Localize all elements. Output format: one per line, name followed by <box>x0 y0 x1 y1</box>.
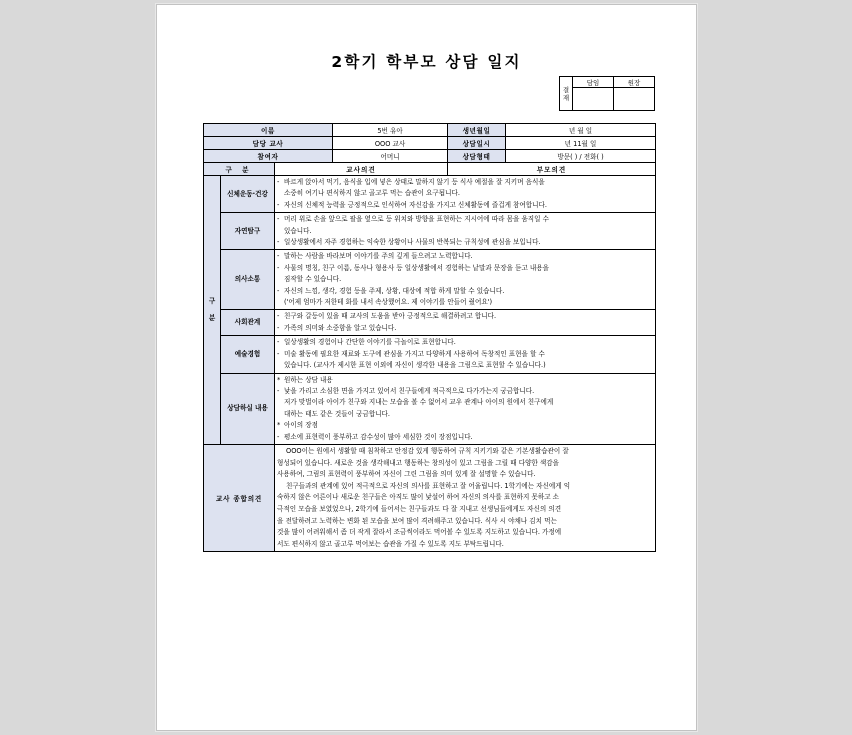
area-line <box>277 360 653 371</box>
table-row-area-communication <box>204 250 656 310</box>
area-content-consult-request <box>275 373 656 444</box>
table-row-area-art <box>204 336 656 373</box>
bullet-icon: - <box>277 432 280 441</box>
area-line <box>277 263 653 274</box>
area-label-consult-request: 상담하실 내용 <box>221 373 275 444</box>
table-row-area-consult-request <box>204 373 656 444</box>
area-line <box>277 237 653 248</box>
area-label-physical: 신체운동·건강 <box>221 176 275 213</box>
summary-label: 교사 종합의견 <box>204 444 275 551</box>
area-line-text: 있습니다. <box>284 226 312 235</box>
table-row-info-name <box>204 124 656 137</box>
page-title: 2학기 학부모 상담 일지 <box>331 53 522 71</box>
summary-line: 숙하지 않은 어른이나 새로운 친구들은 아직도 많이 낯설어 하여 자신의 의사를 표현하지 못하고 소 <box>277 493 560 502</box>
summary-line: 친구들과의 관계에 있어 적극적으로 자신의 의사를 표현하고 잘 어울립니다. 1학기에는 자신에게 익 <box>286 481 571 490</box>
bullet-icon: - <box>277 386 280 395</box>
area-line-text: 가족의 의미와 소중함을 알고 있습니다. <box>284 323 397 332</box>
area-label-art: 예술경험 <box>221 336 275 373</box>
bullet-icon: - <box>277 178 280 186</box>
summary-line: OOO이는 원에서 생활할 때 침착하고 안정감 있게 행동하여 규칙 지키기와 같은 기본생활습관이 잘 <box>286 446 569 455</box>
summary-line: 서도 편식하지 않고 골고루 먹어보는 습관을 가질 수 있도록 지도 부탁드립니다. <box>277 539 504 548</box>
area-line-text: 짐작할 수 있습니다. <box>284 275 342 284</box>
bullet-icon: - <box>277 323 280 332</box>
area-line-text: 머리 위로 손을 앞으로 팔을 옆으로 등 위치와 방향을 표현하는 지시어에 따라 몸을 움직일 수 <box>284 215 550 224</box>
label-consult-date: 상담일시 <box>448 137 506 150</box>
area-line-text: 평소에 표현력이 풍부하고 감수성이 많아 세심한 것이 장점입니다. <box>284 432 473 441</box>
area-line <box>277 214 653 225</box>
area-line <box>277 337 653 348</box>
label-teacher: 담당 교사 <box>204 137 333 150</box>
area-content-art <box>275 336 656 373</box>
area-line-text: ('어제 엄마가 저한테 화를 내서 속상했어요. 제 이야기를 안들어 줬어요') <box>284 298 493 307</box>
area-line <box>277 200 653 211</box>
area-line <box>277 188 653 199</box>
table-row-column-headers <box>204 163 656 176</box>
area-line <box>277 286 653 297</box>
area-line <box>277 297 653 308</box>
area-line-text: 일상생활에서 자주 경험하는 익숙한 상황이나 사물의 반복되는 규칙성에 관심을 보입니다. <box>284 238 541 247</box>
area-line-text: 바르게 앉아서 먹기, 음식을 입에 넣은 상태로 말하지 않기 등 식사 예절을 잘 지키며 음식을 <box>284 178 545 186</box>
approval-label <box>560 77 573 111</box>
bullet-icon: - <box>277 215 280 224</box>
area-line-text: 일상생활의 경험이나 간단한 이야기를 극놀이로 표현합니다. <box>284 338 456 347</box>
area-line <box>277 251 653 262</box>
label-consult-type: 상담형태 <box>448 150 506 163</box>
value-teacher[interactable]: OOO 교사 <box>333 137 448 150</box>
bullet-icon: - <box>277 286 280 295</box>
area-line <box>277 386 653 397</box>
bullet-icon: - <box>277 338 280 347</box>
header-gubun: 구 분 <box>204 163 275 176</box>
area-line <box>277 323 653 334</box>
bullet-icon: - <box>277 349 280 358</box>
summary-line: 것을 많이 어려워해서 좀 더 작게 잘라서 조금씩이라도 먹어볼 수 있도록 지도하고 있습니다. 가정에 <box>277 528 562 537</box>
area-line-text: 낯을 가리고 소심한 면을 가지고 있어서 친구들에게 적극적으로 다가가는지 궁금합니다. <box>284 386 535 395</box>
approval-header-homeroom: 담임 <box>573 77 614 88</box>
header-parent-opinion: 부모의견 <box>448 163 656 176</box>
header-teacher-opinion: 교사의견 <box>275 163 448 176</box>
area-line <box>277 226 653 237</box>
area-line <box>277 432 653 443</box>
area-line <box>277 177 653 188</box>
area-line-text: 자신의 신체적 능력을 긍정적으로 인식하여 자신감을 가지고 신체활동에 즐겁게 참여합니다. <box>284 200 548 209</box>
area-line-text: 원하는 상담 내용 <box>284 375 333 384</box>
consultation-table <box>203 123 656 552</box>
bullet-icon: * <box>277 421 281 430</box>
label-participant: 참여자 <box>204 150 333 163</box>
table-row-area-physical <box>204 176 656 213</box>
side-label-char-2: 분 <box>208 313 216 322</box>
label-birthdate: 생년월일 <box>448 124 506 137</box>
area-line-text: 자신의 느낌, 생각, 경험 등을 주제, 상황, 대상에 적합 하게 말할 수 있습니다. <box>284 286 505 295</box>
area-line <box>277 375 653 386</box>
area-label-communication: 의사소통 <box>221 250 275 310</box>
area-line-text: 말하는 사람을 바라보며 이야기를 주의 깊게 들으려고 노력합니다. <box>284 252 473 261</box>
area-content-nature <box>275 213 656 250</box>
area-line <box>277 274 653 285</box>
area-line <box>277 409 653 420</box>
area-content-social <box>275 310 656 336</box>
bullet-icon: - <box>277 238 280 247</box>
area-line-text: 소중히 여기나 편식하지 않고 골고루 먹는 습관이 요구됩니다. <box>284 189 461 198</box>
area-line <box>277 420 653 431</box>
summary-line: 을 전달하려고 노력하는 변화 된 모습을 보여 많이 격려해주고 있습니다. 식사 시 야채나 김치 먹는 <box>277 516 557 525</box>
area-line <box>277 397 653 408</box>
table-row-info-teacher <box>204 137 656 150</box>
area-content-physical <box>275 176 656 213</box>
area-line <box>277 311 653 322</box>
approval-signature-homeroom[interactable] <box>573 88 614 111</box>
bullet-icon: - <box>277 312 280 321</box>
label-child-name: 이름 <box>204 124 333 137</box>
summary-line: 극적인 모습을 보였었으나, 2학기에 들어서는 친구들과도 다 잘 지내고 선생님들에게도 자신의 의견 <box>277 504 562 513</box>
area-line-text: 있습니다. (교사가 제시한 표현 이외에 자신이 생각한 내용을 그림으로 표현할 수 있습니다.) <box>284 361 546 370</box>
approval-label-char-1: 결 <box>562 85 570 94</box>
approval-label-char-2: 재 <box>562 93 570 102</box>
table-row-area-social <box>204 310 656 336</box>
area-line-text: 사물의 명칭, 친구 이름, 동사나 형용사 등 일상생활에서 경험하는 낱말과 문장을 듣고 내용을 <box>284 263 550 272</box>
summary-content <box>275 444 656 551</box>
area-line-text: 대하는 태도 같은 것들이 궁금합니다. <box>284 409 391 418</box>
bullet-icon: * <box>277 375 281 384</box>
value-participant[interactable]: 어머니 <box>333 150 448 163</box>
value-child-name[interactable]: 5번 유아 <box>333 124 448 137</box>
document-page <box>156 4 697 731</box>
approval-header-director: 원장 <box>614 77 655 88</box>
value-consult-date[interactable]: 년 11월 일 <box>506 137 656 150</box>
area-line-text: 친구와 갈등이 있을 때 교사의 도움을 받아 긍정적으로 해결하려고 합니다. <box>284 312 497 321</box>
approval-signature-director[interactable] <box>614 88 655 111</box>
area-line-text: 미술 활동에 필요한 재료와 도구에 관심을 가지고 다양하게 사용하여 독창적인 표현을 할 수 <box>284 349 545 358</box>
summary-line: 사용하여, 그림의 표현력이 풍부하여 자신이 그린 그림을 의미 있게 잘 설명할 수 있습니다. <box>277 470 536 479</box>
value-consult-type[interactable]: 방문( ) / 전화( ) <box>506 150 656 163</box>
bullet-icon: - <box>277 252 280 261</box>
area-content-communication <box>275 250 656 310</box>
area-line <box>277 349 653 360</box>
area-line-text: 아이의 장점 <box>284 421 318 430</box>
summary-line: 형성되어 있습니다. 새로운 것을 생각해내고 행동하는 창의성이 있고 그림을 그릴 때 다양한 색감을 <box>277 458 560 467</box>
value-birthdate[interactable]: 년 월 일 <box>506 124 656 137</box>
table-row-info-participant <box>204 150 656 163</box>
bullet-icon: - <box>277 263 280 272</box>
side-label-gubun <box>204 176 221 445</box>
table-row-area-nature <box>204 213 656 250</box>
area-label-social: 사회관계 <box>221 310 275 336</box>
area-label-nature: 자연탐구 <box>221 213 275 250</box>
area-line-text: 저가 맞벌이라 아이가 친구와 지내는 모습을 볼 수 없어서 교우 관계나 아이의 원에서 친구에게 <box>284 398 554 407</box>
bullet-icon: - <box>277 200 280 209</box>
table-row-summary <box>204 444 656 551</box>
side-label-char-1: 구 <box>208 296 216 305</box>
approval-stamp-box <box>559 76 655 111</box>
